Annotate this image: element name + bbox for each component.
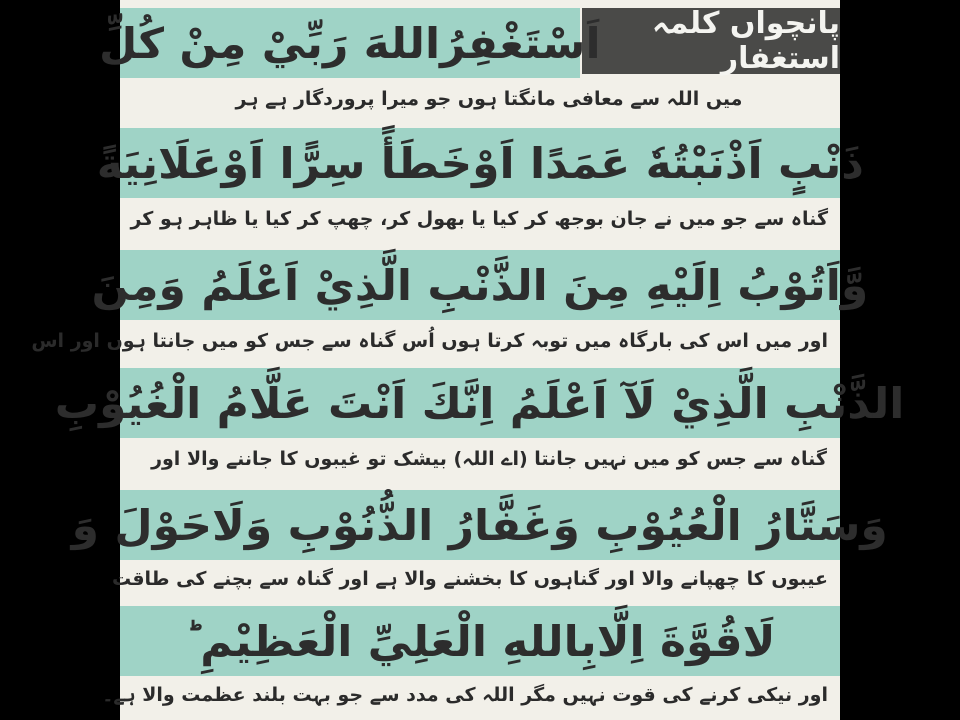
- arabic-text: وَسَتَّارُ الْعُيُوْبِ وَغَفَّارُ الذُّنُوْبِ وَلَاحَوْلَ وَ: [71, 500, 889, 550]
- urdu-line-1: میں اللہ سے معافی مانگتا ہوں جو میرا پروردگار ہے ہر: [235, 88, 743, 110]
- arabic-line-1: [99, 8, 601, 78]
- arabic-line-6: [120, 606, 840, 676]
- arabic-line-3: [91, 250, 869, 320]
- arabic-line-2: [96, 128, 864, 198]
- arabic-line-5: [71, 490, 889, 560]
- urdu-line-5: عیبوں کا چھپانے والا اور گناہوں کا بخشنے والا ہے اور گناہ سے بچنے کی طاقت: [111, 568, 828, 590]
- urdu-line-6: اور نیکی کرنے کی قوت نہیں مگر اللہ کی مدد سے جو بہت بلند عظمت والا ہے۔: [102, 684, 828, 706]
- arabic-text: ذَنْبٍ اَذْنَبْتُهٗ عَمَدًا اَوْخَطَأً سِرًّا اَوْعَلَانِيَةً: [96, 138, 864, 188]
- urdu-line-3: اور میں اس کی بارگاہ میں توبہ کرتا ہوں اُس گناہ سے جس کو میں جانتا ہوں اور اس: [31, 330, 828, 352]
- arabic-text: الذَّنْبِ الَّذِيْ لَآ اَعْلَمُ اِنَّكَ اَنْتَ عَلَّامُ الْغُيُوْبِ: [55, 378, 905, 428]
- kalima-page: [31, 0, 905, 720]
- page-title: پانچواں کلمہ استغفار: [582, 8, 840, 74]
- arabic-text: اَسْتَغْفِرُاللهَ رَبِّيْ مِنْ كُلِّ: [99, 18, 601, 68]
- arabic-text: وَّاَتُوْبُ اِلَيْهِ مِنَ الذَّنْبِ الَّذِيْ اَعْلَمُ وَمِنَ: [91, 260, 869, 310]
- arabic-line-4: [55, 368, 905, 438]
- urdu-line-2: گناہ سے جو میں نے جان بوجھ کر کیا یا بھول کر، چھپ کر کیا یا ظاہر ہو کر: [130, 208, 828, 230]
- arabic-text: لَاقُوَّةَ اِلَّابِاللهِ الْعَلِيِّ الْعَظِيْمِ ؕ: [184, 616, 776, 666]
- urdu-line-4: گناہ سے جس کو میں نہیں جانتا (اے اللہ) بیشک تو غیبوں کا جاننے والا اور: [151, 448, 827, 470]
